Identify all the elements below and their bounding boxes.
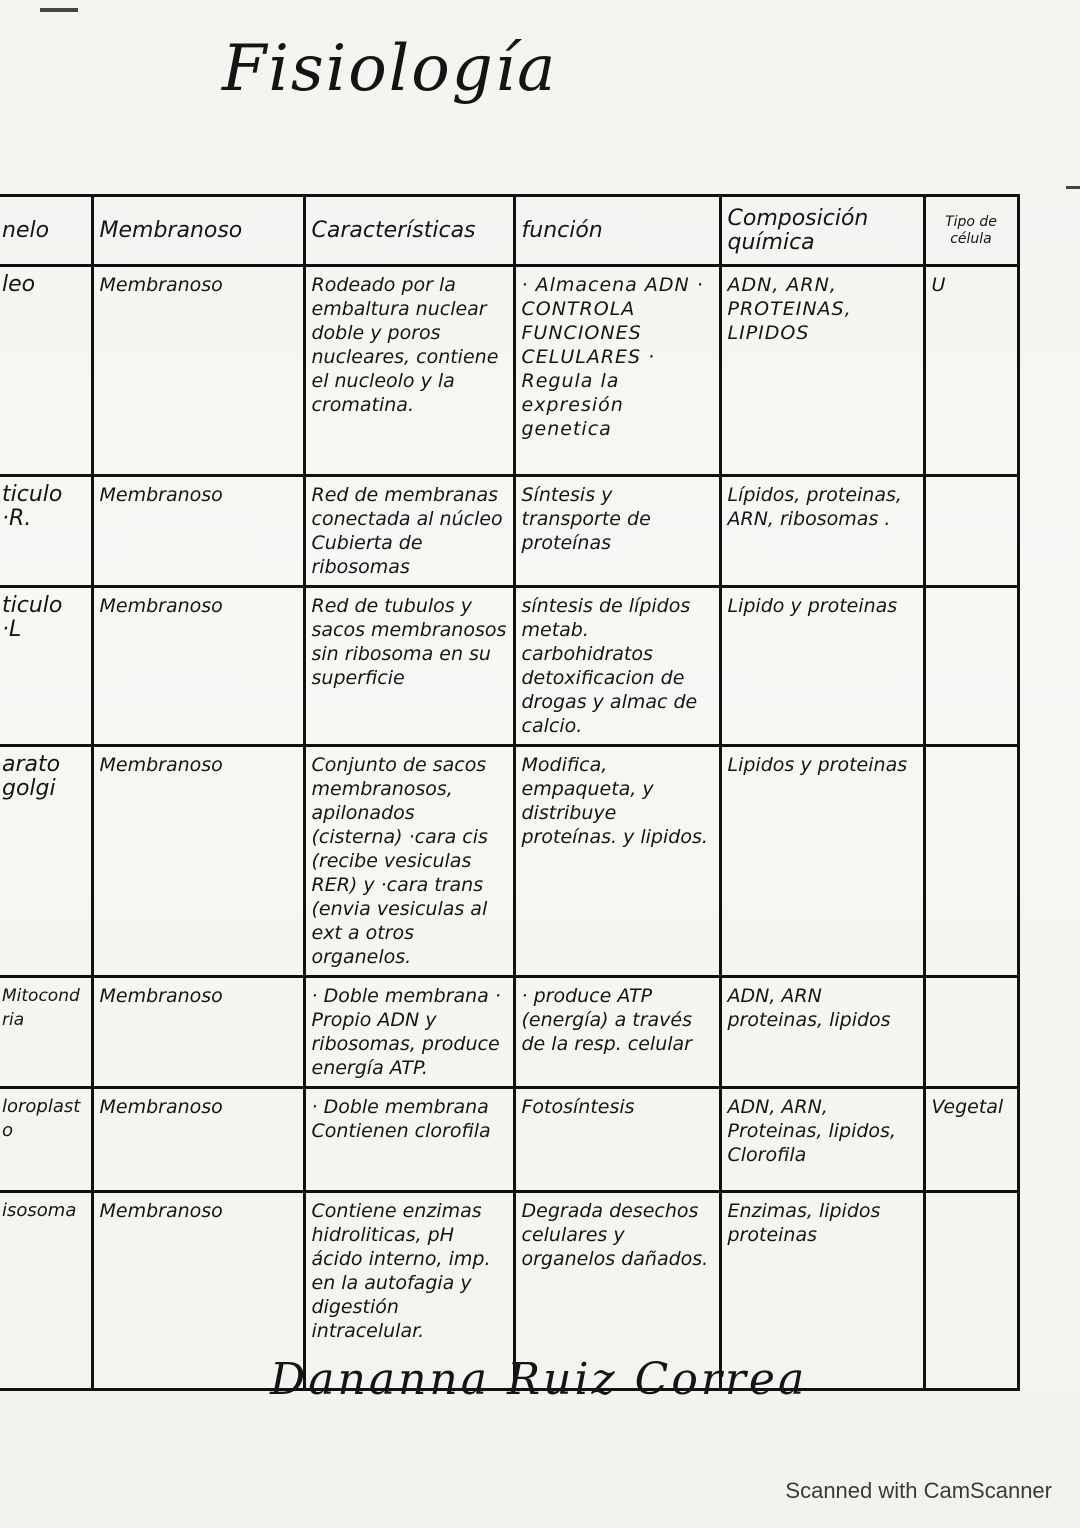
cell-organelo: Mitocondria (0, 977, 92, 1088)
table-row (0, 266, 1018, 476)
scan-edge-mark (1066, 186, 1080, 189)
cell-funcion: Degrada desechos celulares y organelos dañados. (514, 1192, 720, 1390)
cell-tipo: Membranoso (92, 587, 304, 746)
cell-composicion: ADN, ARN, Proteinas, lipidos, Clorofila (720, 1088, 924, 1192)
cell-celula (924, 476, 1018, 587)
cell-celula: U (924, 266, 1018, 476)
table-row (0, 1088, 1018, 1192)
header-funcion: función (514, 196, 720, 266)
cell-funcion: Síntesis y transporte de proteínas (514, 476, 720, 587)
cell-organelo: isosoma (0, 1192, 92, 1390)
cell-caracteristicas: Red de tubulos y sacos membranosos sin ribosoma en su superficie (304, 587, 514, 746)
cell-funcion: Modifica, empaqueta, y distribuye proteínas. y lipidos. (514, 746, 720, 977)
header-tipo-celula: Tipo de célula (924, 196, 1018, 266)
cell-celula: Vegetal (924, 1088, 1018, 1192)
header-composicion: Composición química (720, 196, 924, 266)
cell-tipo: Membranoso (92, 746, 304, 977)
table-row (0, 587, 1018, 746)
cell-composicion: Lípidos, proteinas, ARN, ribosomas . (720, 476, 924, 587)
cell-tipo: Membranoso (92, 476, 304, 587)
cell-celula (924, 587, 1018, 746)
table-row (0, 977, 1018, 1088)
cell-caracteristicas: Contiene enzimas hidroliticas, pH ácido interno, imp. en la autofagia y digestión intracelular. (304, 1192, 514, 1390)
cell-celula (924, 746, 1018, 977)
cell-organelo: ticulo ·R. (0, 476, 92, 587)
cell-celula (924, 977, 1018, 1088)
cell-funcion: · produce ATP (energía) a través de la resp. celular (514, 977, 720, 1088)
cell-caracteristicas: · Doble membrana Contienen clorofila (304, 1088, 514, 1192)
cell-organelo: leo (0, 266, 92, 476)
table-row (0, 746, 1018, 977)
cell-tipo: Membranoso (92, 266, 304, 476)
cell-composicion: Lipidos y proteinas (720, 746, 924, 977)
cell-tipo: Membranoso (92, 1192, 304, 1390)
table-row (0, 476, 1018, 587)
author-signature: Dananna Ruiz Correa (270, 1354, 808, 1405)
table-header-row (0, 196, 1018, 266)
header-organelo: nelo (0, 196, 92, 266)
cell-caracteristicas: Conjunto de sacos membranosos, apilonados (cisterna) ·cara cis (recibe vesiculas RER) y ·cara trans (envia vesiculas al ext a otros organelos. (304, 746, 514, 977)
cell-funcion: síntesis de lípidos metab. carbohidratos detoxificacion de drogas y almac de calcio. (514, 587, 720, 746)
organelle-table (0, 194, 1018, 1342)
cell-caracteristicas: Rodeado por la embaltura nuclear doble y poros nucleares, contiene el nucleolo y la cromatina. (304, 266, 514, 476)
cell-tipo: Membranoso (92, 1088, 304, 1192)
cell-funcion: · Almacena ADN · CONTROLA FUNCIONES CELULARES · Regula la expresión genetica (514, 266, 720, 476)
cell-composicion: Lipido y proteinas (720, 587, 924, 746)
header-caracteristicas: Características (304, 196, 514, 266)
scan-edge-mark (40, 8, 78, 12)
header-tipo: Membranoso (92, 196, 304, 266)
cell-tipo: Membranoso (92, 977, 304, 1088)
page-title: Fisiología (222, 32, 558, 106)
cell-organelo: ticulo ·L (0, 587, 92, 746)
cell-celula (924, 1192, 1018, 1390)
cell-funcion: Fotosíntesis (514, 1088, 720, 1192)
cell-organelo: loroplasto (0, 1088, 92, 1192)
cell-caracteristicas: Red de membranas conectada al núcleo Cubierta de ribosomas (304, 476, 514, 587)
cell-composicion: ADN, ARN, PROTEINAS, LIPIDOS (720, 266, 924, 476)
cell-composicion: ADN, ARN proteinas, lipidos (720, 977, 924, 1088)
cell-caracteristicas: · Doble membrana · Propio ADN y ribosomas, produce energía ATP. (304, 977, 514, 1088)
organelle-grid (0, 194, 1020, 1391)
cell-organelo: arato golgi (0, 746, 92, 977)
scanner-watermark: Scanned with CamScanner (785, 1478, 1052, 1503)
cell-composicion: Enzimas, lipidos proteinas (720, 1192, 924, 1390)
